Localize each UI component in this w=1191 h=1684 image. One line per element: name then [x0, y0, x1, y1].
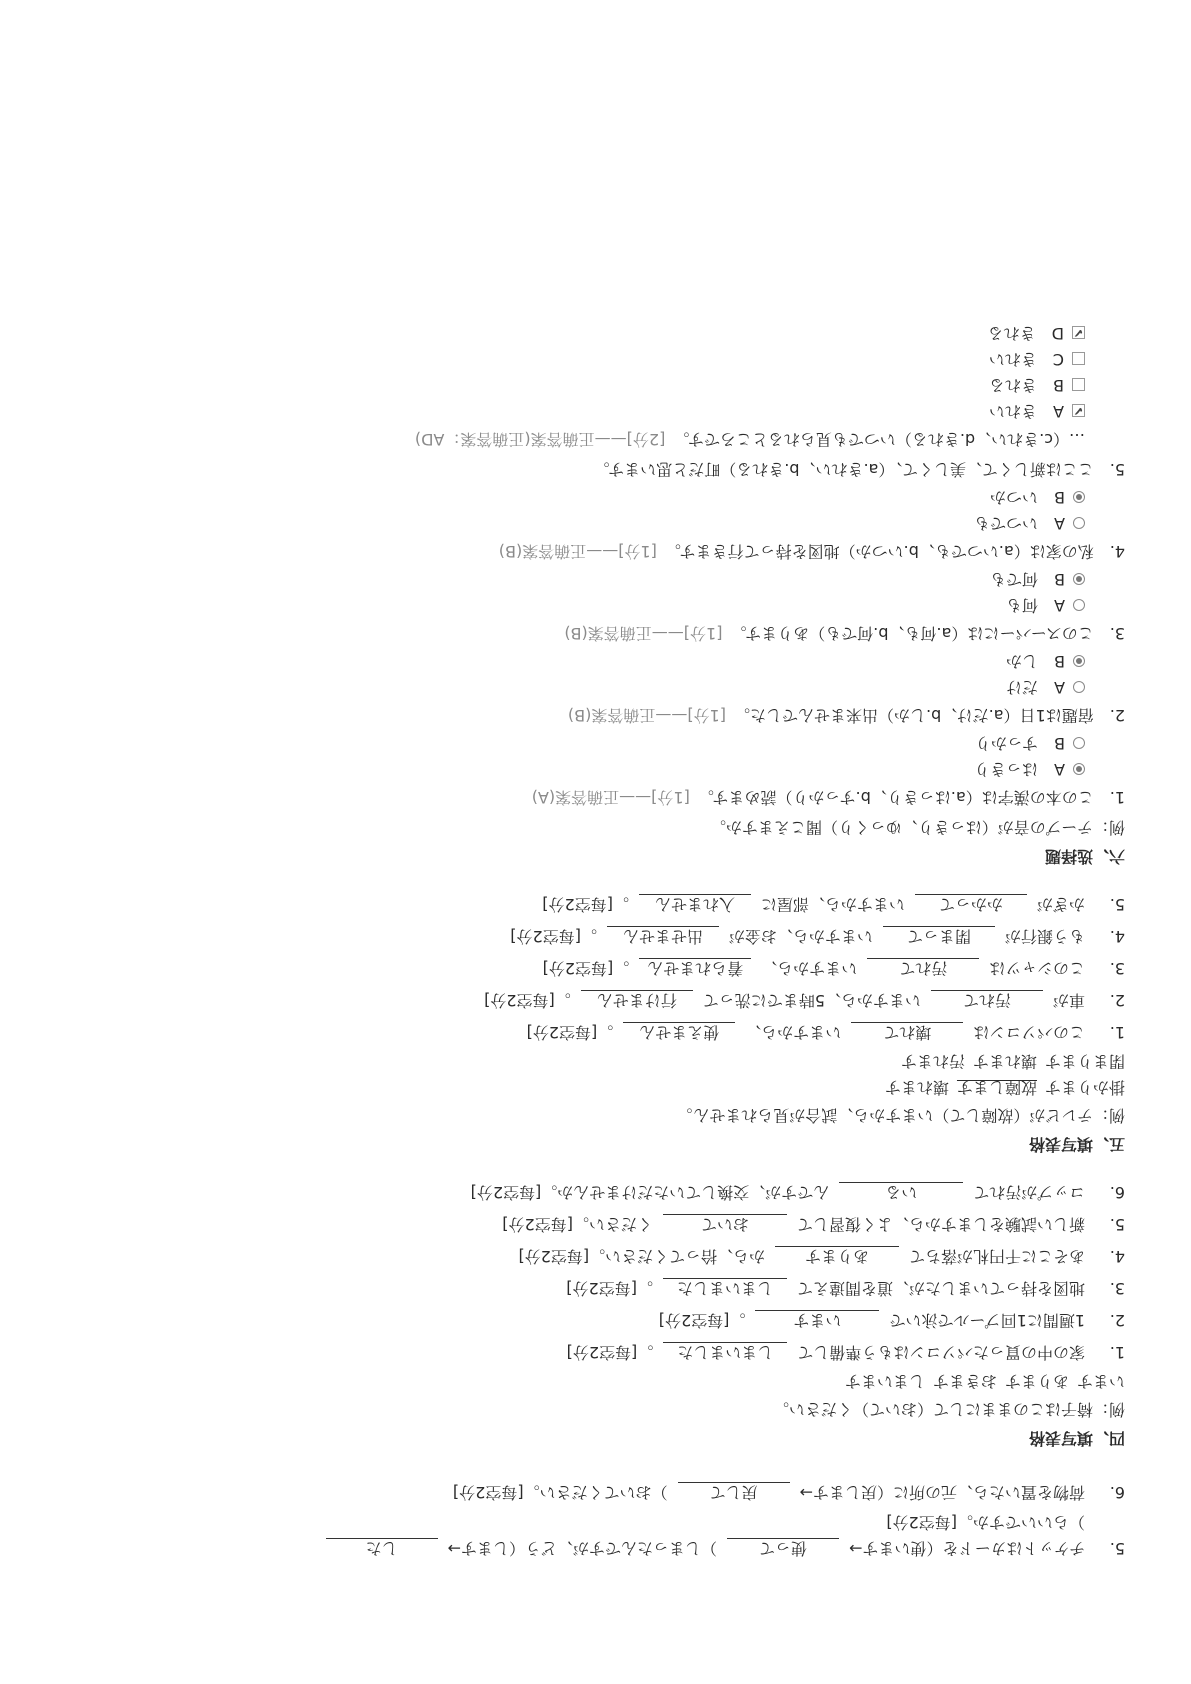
question-text: 荷物を置いたら、元の所に（戻します→: [799, 1483, 1085, 1502]
word-bank-item: 汚れます: [900, 1052, 965, 1071]
word-bank-item: 閉まります: [1044, 1052, 1125, 1071]
option-label: A きれい: [989, 402, 1064, 421]
score-label: [1分]: [651, 788, 690, 807]
question-text: ）おいてください。[每空2分]: [452, 1483, 668, 1502]
question-text: いますから、: [761, 959, 858, 978]
checkbox-option[interactable]: [45, 320, 1125, 346]
fill-question: [45, 984, 1125, 1016]
exam-page: [45, 320, 1125, 1584]
correct-answer: ——正确答案(A): [531, 788, 652, 807]
score-label: [2分]: [626, 430, 666, 449]
question-text: いますから、: [745, 1023, 842, 1042]
question-text: いますから、5時までに洗って: [702, 991, 921, 1010]
answer-blank[interactable]: います: [755, 1311, 879, 1330]
question-text: 2. 宿題は1日（a.だけ、b.しか）出来ませんでした。: [734, 706, 1125, 725]
score-label: [1分]: [618, 542, 657, 561]
radio-button-icon[interactable]: [1073, 491, 1085, 503]
radio-button-icon[interactable]: [1073, 763, 1085, 775]
radio-option[interactable]: [45, 648, 1125, 674]
example-sentence: 例：テレビが（故障して）いますから、試合が見られません。: [676, 1106, 1125, 1125]
radio-button-icon[interactable]: [1073, 655, 1085, 667]
word-bank: [45, 1368, 1125, 1394]
checkbox-options: [45, 320, 1125, 424]
option-label: A はっきり: [974, 760, 1065, 779]
question-number: 3.: [1109, 959, 1125, 978]
question-text: いますから、お金が: [728, 927, 873, 946]
question-text: 車が: [1052, 991, 1085, 1010]
example-sentence: 例：テープの音が（はっきり、ゆっくり）聞こえますか。: [709, 818, 1125, 837]
section-title: 六、选择题: [1044, 847, 1125, 866]
question-text: あそこに千円札が落ちて: [909, 1247, 1085, 1266]
question-text: 家の中の買ったパソコンはもう準備して: [797, 1343, 1085, 1362]
fill-question: [45, 920, 1125, 952]
s6-q5: [45, 454, 1125, 484]
option-label: C きれい: [988, 350, 1064, 369]
answer-blank[interactable]: 出せません: [607, 927, 719, 946]
example-sentence: 例：椅子はこのままにして（おいて）ください。: [772, 1400, 1125, 1419]
question-text: 新しい試験をしますから、よく復習して: [796, 1215, 1085, 1234]
fill-question: [45, 1016, 1125, 1048]
correct-answer: ——正确答案(B): [498, 542, 619, 561]
question-text: ）らいいですか。[每空2分]: [886, 1513, 1085, 1532]
word-bank-item: 壊れます: [884, 1078, 949, 1097]
question-text: 5. ここは新しくて、美しくて、（a.きれい、b.きれる）町だと思います。: [593, 460, 1125, 479]
question-number: 5.: [1109, 1539, 1125, 1558]
option-label: A 何も: [1006, 596, 1065, 615]
word-bank-item: 故障します: [956, 1078, 1037, 1097]
answer-blank[interactable]: 戻して: [678, 1483, 790, 1502]
radio-option[interactable]: [45, 674, 1125, 700]
question-text: 。[每空2分]: [542, 959, 630, 978]
question-text: 。[每空2分]: [526, 1023, 614, 1042]
fill-question: [45, 1240, 1125, 1272]
option-label: B すっかり: [974, 734, 1065, 753]
question-text: 4. 私の家は（a.いつでも、b.いつか）地図を持って行きます。: [664, 542, 1125, 561]
radio-option[interactable]: [45, 756, 1125, 782]
fill-question: [45, 1304, 1125, 1336]
answer-blank[interactable]: した: [326, 1539, 438, 1558]
question-number: 6.: [1109, 1483, 1125, 1502]
s3-q5: [45, 1532, 1125, 1564]
question-number: 2.: [1109, 1311, 1125, 1330]
question-text: んですが、交換していただけませんか。[每空2分]: [470, 1183, 830, 1202]
option-label: A だけ: [1006, 678, 1065, 697]
radio-option[interactable]: [45, 510, 1125, 536]
question-text: 。[每空2分]: [566, 1343, 654, 1362]
question-text: かぎが: [1036, 895, 1085, 914]
question-text: 1. この本の漢字は（a.はっきり、b.すっかり）読めます。: [697, 788, 1125, 807]
word-bank-item: 掛かります: [1044, 1078, 1125, 1097]
answer-blank[interactable]: 汚れて: [867, 959, 979, 978]
s6-question-list: [45, 484, 1125, 812]
question-text: チケットはカードを（使います→: [849, 1539, 1085, 1558]
checkbox-icon[interactable]: [1072, 353, 1085, 366]
question-text: 。[每空2分]: [484, 991, 571, 1010]
answer-blank[interactable]: 閉まって: [883, 927, 995, 946]
s3-q4-continuation: [45, 1564, 1125, 1584]
checkbox-icon[interactable]: [1072, 379, 1085, 392]
checked-checkbox-icon[interactable]: ✔: [1073, 404, 1084, 419]
answer-blank[interactable]: 使って: [727, 1539, 839, 1558]
question-number: 5.: [1109, 895, 1125, 914]
word-bank: [45, 1074, 1125, 1100]
question-text: 。[每空2分]: [566, 1279, 653, 1298]
word-bank: [45, 1048, 1125, 1074]
answer-blank[interactable]: あります: [775, 1247, 899, 1266]
checkbox-option[interactable]: [45, 372, 1125, 398]
s3-q6: [45, 1476, 1125, 1508]
answer-blank[interactable]: おいて: [663, 1215, 787, 1234]
s3-q5-continuation: [45, 1508, 1125, 1532]
word-bank-item: しまいます: [844, 1372, 925, 1391]
answer-blank[interactable]: しまいました: [663, 1343, 787, 1362]
answer-blank[interactable]: いる: [839, 1183, 963, 1202]
radio-option[interactable]: [45, 592, 1125, 618]
answer-blank[interactable]: 着られません: [639, 959, 751, 978]
fill-question: [45, 952, 1125, 984]
option-label: B しか: [1006, 652, 1065, 671]
s5-question-list: [45, 888, 1125, 1048]
question-number: 6.: [1109, 1183, 1125, 1202]
radio-option[interactable]: [45, 730, 1125, 756]
question-text: 。[每空2分]: [542, 895, 629, 914]
radio-option[interactable]: [45, 566, 1125, 592]
option-label: B いつか: [990, 488, 1065, 507]
question-number: 3.: [1109, 1279, 1125, 1298]
question-text: コップが汚れて: [973, 1183, 1085, 1202]
radio-button-icon[interactable]: [1073, 573, 1085, 585]
answer-blank[interactable]: 汚れて: [931, 991, 1043, 1010]
fill-question: [45, 1208, 1125, 1240]
checkbox-option[interactable]: [45, 398, 1125, 424]
question-text: 。[每空2分]: [658, 1311, 746, 1330]
question-text: もう銀行が: [1004, 927, 1085, 946]
radio-button-icon[interactable]: [1073, 681, 1085, 693]
question-number: 4.: [1109, 1247, 1125, 1266]
question-text: ください。[每空2分]: [502, 1215, 653, 1234]
fill-question: [45, 1272, 1125, 1304]
question-number: 5.: [1109, 1215, 1125, 1234]
answer-blank[interactable]: 壊れて: [851, 1023, 963, 1042]
radio-button-icon[interactable]: [1073, 517, 1085, 529]
checkbox-option[interactable]: [45, 346, 1125, 372]
fill-question: [45, 1176, 1125, 1208]
score-label: [1分]: [687, 706, 727, 725]
correct-answer: ——正确答案(正确答案：AD): [414, 430, 627, 449]
correct-answer: ——正确答案(B): [567, 706, 688, 725]
word-bank-item: 壊れます: [972, 1052, 1037, 1071]
s4-question-list: [45, 1176, 1125, 1368]
choice-question: [45, 782, 1125, 812]
answer-blank[interactable]: 入れません: [639, 895, 751, 914]
answer-blank[interactable]: しまいました: [663, 1279, 787, 1298]
score-label: [1分]: [683, 624, 723, 643]
radio-button-icon[interactable]: [1073, 737, 1085, 749]
choice-question: [45, 536, 1125, 566]
option-label: B 何でも: [990, 570, 1065, 589]
question-text: 3. このスーパーには（a.何も、b.何でも）あります。: [730, 624, 1125, 643]
question-text: このパソコンは: [973, 1023, 1085, 1042]
option-label: B きれる: [989, 376, 1064, 395]
radio-button-icon[interactable]: [1073, 599, 1085, 611]
question-text: このシャツは: [989, 959, 1085, 978]
choice-question: [45, 700, 1125, 730]
question-text: ）しまったんですが、どう（します→: [447, 1539, 718, 1558]
answer-blank[interactable]: 使えません: [623, 1023, 735, 1042]
question-number: 4.: [1109, 927, 1125, 946]
section-title: 五、填写表格: [1028, 1135, 1125, 1154]
question-number: 1.: [1109, 1023, 1125, 1042]
word-bank-item: います: [1076, 1372, 1125, 1391]
fill-question: [45, 1336, 1125, 1368]
word-bank-item: あります: [1004, 1372, 1069, 1391]
answer-blank[interactable]: 行けません: [581, 991, 693, 1010]
word-bank-item: おきます: [932, 1372, 997, 1391]
fill-question: [45, 888, 1125, 920]
question-text: …（c.きれい、d.きれる）いつでも見られるところです。: [673, 430, 1085, 449]
answer-blank[interactable]: かかって: [915, 895, 1027, 914]
question-text: 地図を持っていましたが、道を間違えて: [796, 1279, 1085, 1298]
choice-question: [45, 618, 1125, 648]
question-text: から、拾ってください。[每空2分]: [518, 1247, 766, 1266]
option-label: D きれる: [987, 324, 1064, 343]
question-text: 。[每空2分]: [510, 927, 597, 946]
option-label: A いつでも: [974, 514, 1065, 533]
question-number: 1.: [1109, 1343, 1125, 1362]
section-title: 四、填写表格: [1028, 1429, 1125, 1448]
question-text: 1週間に1回プールで泳いで: [889, 1311, 1085, 1330]
question-text: いますから、部屋に: [760, 895, 905, 914]
question-number: 2.: [1109, 991, 1125, 1010]
correct-answer: ——正确答案(B): [564, 624, 684, 643]
s6-q5-continuation: [45, 424, 1125, 454]
checked-checkbox-icon[interactable]: ✔: [1073, 326, 1084, 341]
radio-option[interactable]: [45, 484, 1125, 510]
